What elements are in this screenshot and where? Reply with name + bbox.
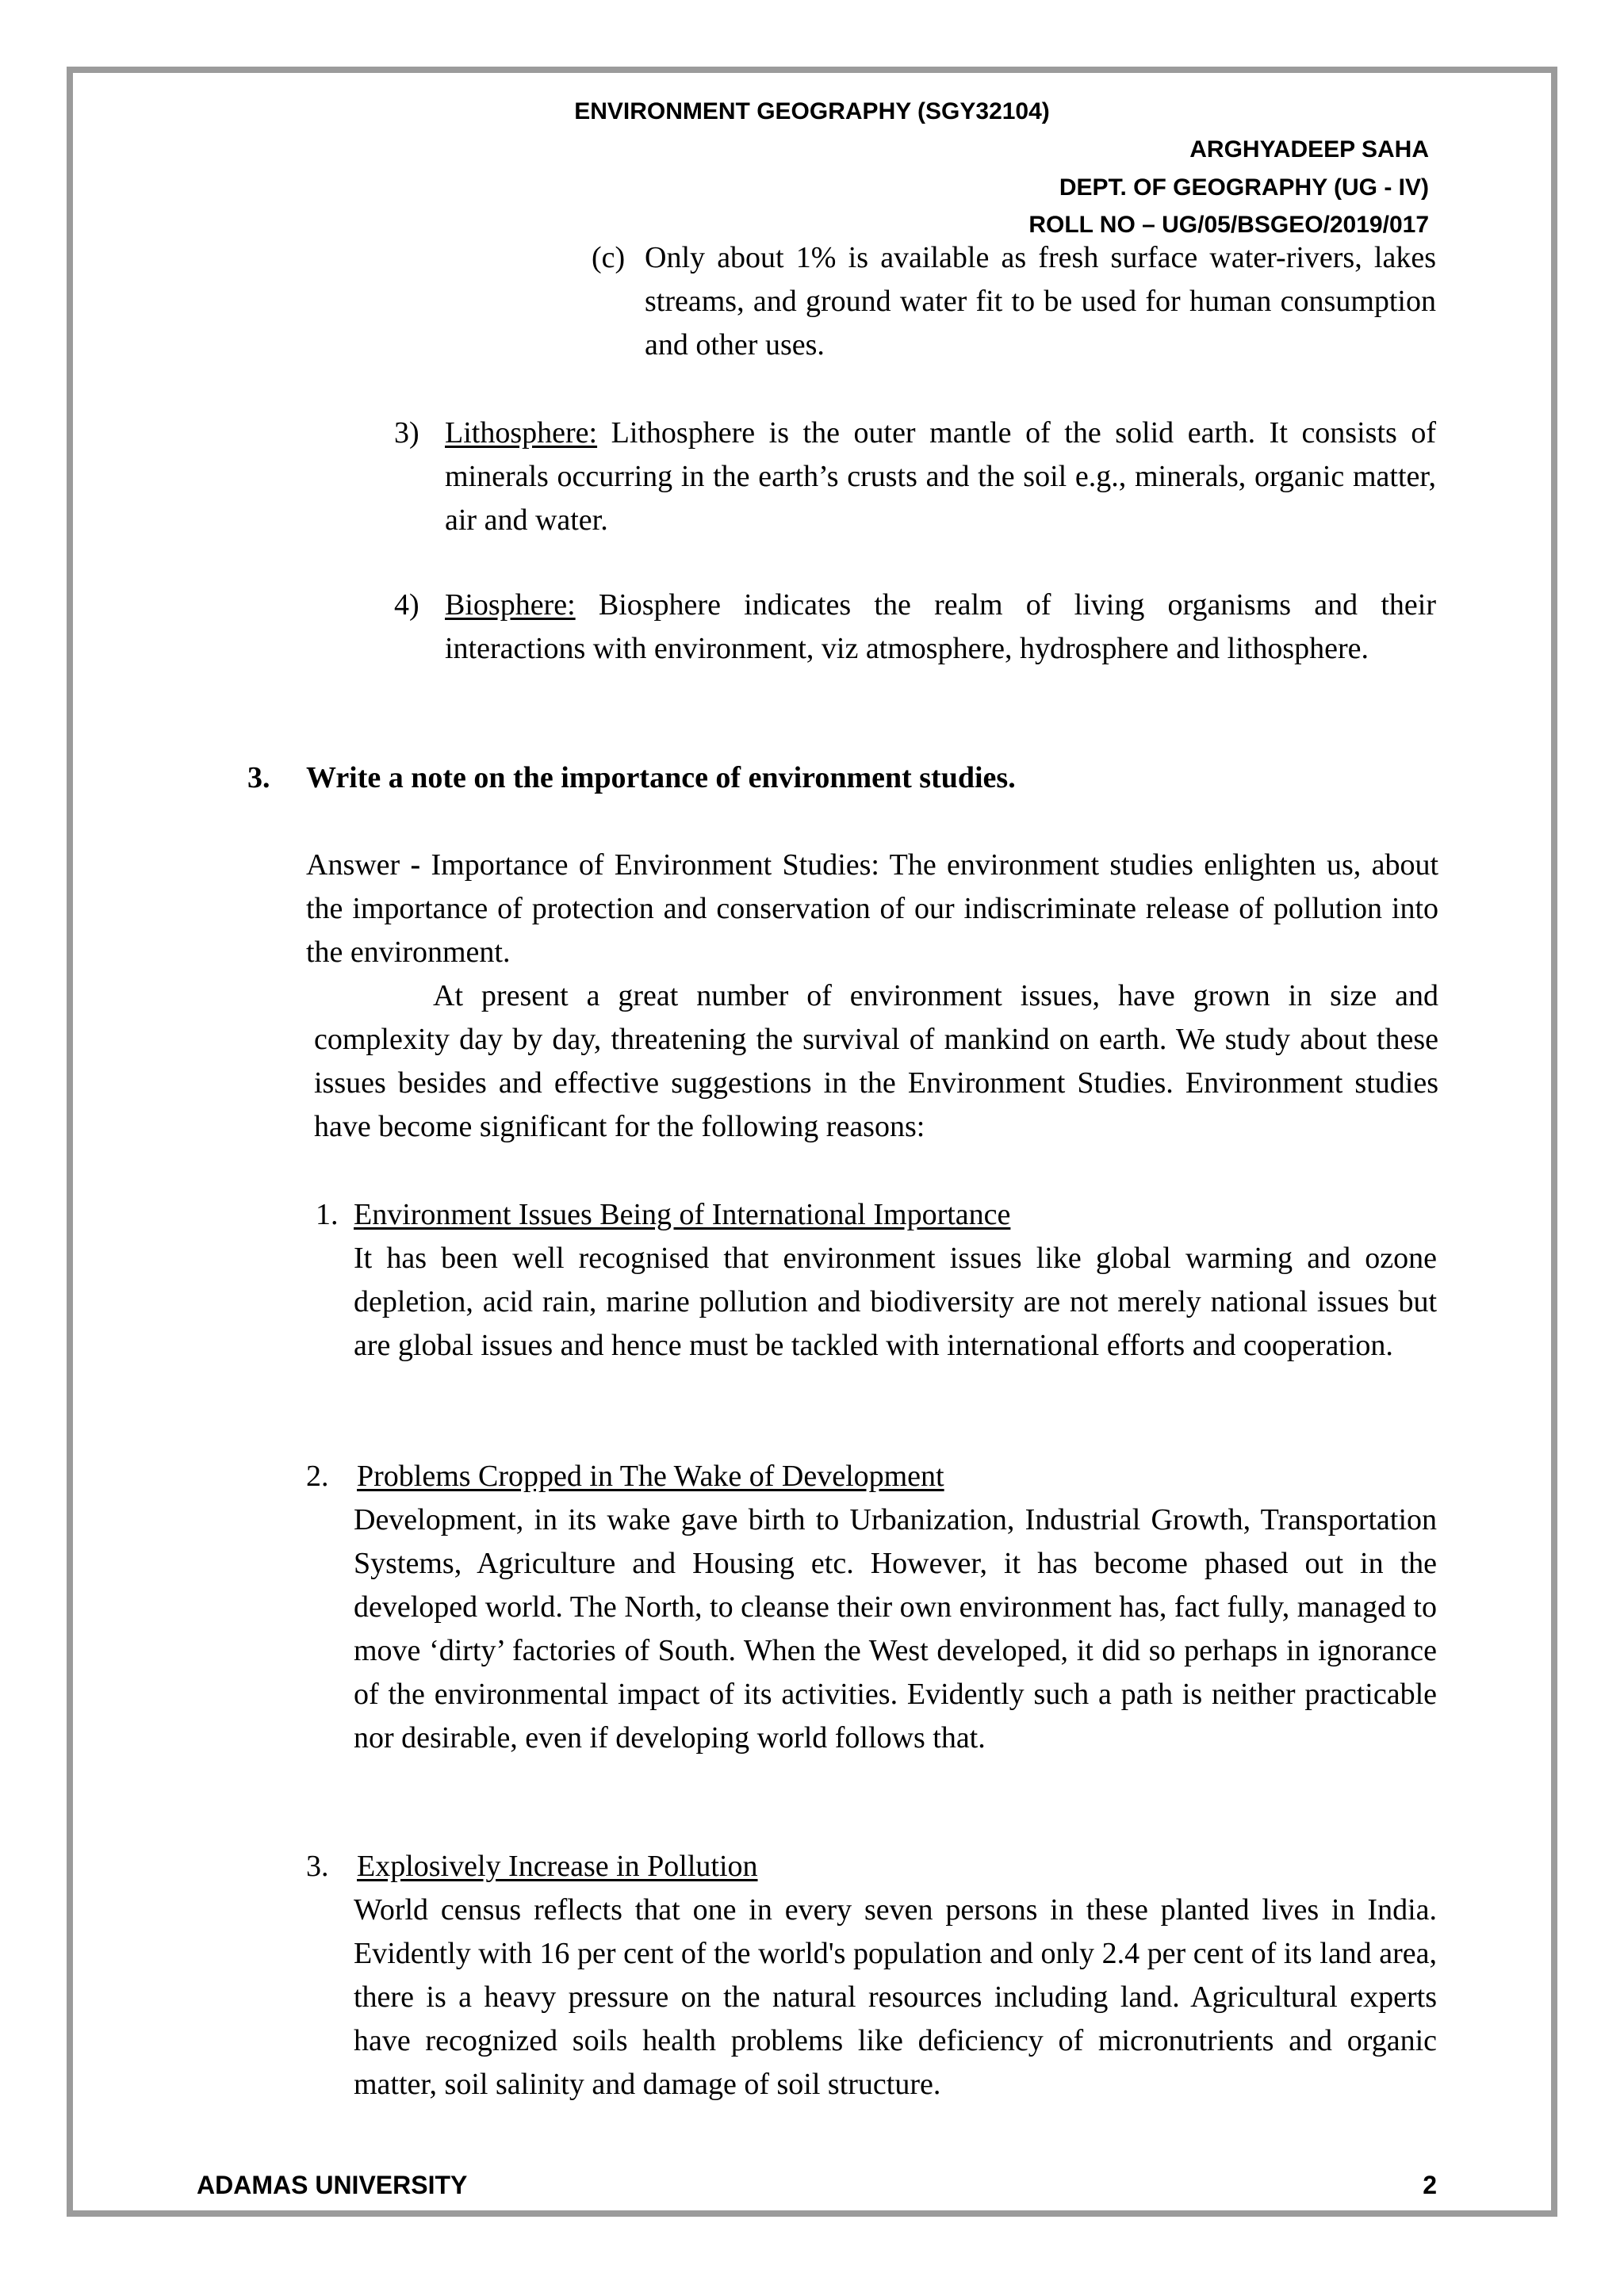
lithosphere-text: Lithosphere is the outer mantle of the solid earth. It consists of minerals occurring in the earth’s crusts and the soil e.g., minerals, organic matter, air and water. bbox=[445, 416, 1436, 537]
page-number: 2 bbox=[1423, 2171, 1437, 2199]
course-title: ENVIRONMENT GEOGRAPHY (SGY32104) bbox=[574, 98, 1050, 124]
item-c-marker: (c) bbox=[592, 241, 626, 274]
reason-2-marker: 2. bbox=[306, 1460, 329, 1493]
reason-2-title: Problems Cropped in The Wake of Development bbox=[357, 1460, 944, 1493]
reason-1-text: It has been well recognised that environment issues like global warming and ozone depletion, acid rain, marine pollution and biodiversity are not merely national issues but are global issues and hence must be tackled with international efforts and cooperation. bbox=[354, 1242, 1437, 1362]
question-number: 3. bbox=[247, 761, 270, 794]
reason-3-marker: 3. bbox=[306, 1850, 329, 1883]
lithosphere-marker: 3) bbox=[394, 416, 419, 450]
reason-1-title: Environment Issues Being of International Importance bbox=[354, 1198, 1011, 1231]
biosphere-item bbox=[445, 584, 1436, 671]
answer-intro-text: Importance of Environment Studies: The environment studies enlighten us, about the importance of protection and conservation of our indiscriminate release of pollution into the environment. bbox=[306, 848, 1439, 969]
biosphere-term: Biosphere: bbox=[445, 588, 576, 622]
reason-3-text: World census reflects that one in every seven persons in these planted lives in India. Evidently with 16 per cent of the world's population and only 2.4 per cent of its land area, there is a heavy pressure on the natural resources including land. Agricultural experts have recognized soils health problems like deficiency of micronutrients and organic matter, soil salinity and damage of soil structure. bbox=[354, 1893, 1437, 2101]
department: DEPT. OF GEOGRAPHY (UG - IV) bbox=[1059, 174, 1429, 201]
footer-university: ADAMAS UNIVERSITY bbox=[197, 2171, 468, 2199]
question-text: Write a note on the importance of environment studies. bbox=[306, 761, 1016, 794]
reason-2-text: Development, in its wake gave birth to Urbanization, Industrial Growth, Transportation Systems, Agriculture and Housing etc. However, it has become phased out in the developed world. The North, to cleanse their own environment has, fact fully, managed to move ‘dirty’ factories of South. When the West developed, it did so perhaps in ignorance of the environmental impact of its activities. Evidently such a path is neither practicable nor desirable, even if developing world follows that. bbox=[354, 1503, 1437, 1755]
author-name: ARGHYADEEP SAHA bbox=[1189, 136, 1429, 163]
item-c-text: Only about 1% is available as fresh surface water-rivers, lakes streams, and ground water fit to be used for human consumption and other uses. bbox=[645, 241, 1436, 362]
answer-paragraph: At present a great number of environment issues, have grown in size and complexity day by day, threatening the survival of mankind on earth. We study about these issues besides and effective suggestions in the Environment Studies. Environment studies have become significant for the following reasons: bbox=[314, 979, 1438, 1143]
answer-dash: - bbox=[400, 848, 431, 882]
lithosphere-item bbox=[445, 411, 1436, 542]
answer-label: Answer bbox=[306, 848, 400, 882]
biosphere-text: Biosphere indicates the realm of living organisms and their interactions with environment, viz atmosphere, hydrosphere and lithosphere. bbox=[445, 588, 1436, 665]
lithosphere-term: Lithosphere: bbox=[445, 416, 598, 450]
reason-3-title: Explosively Increase in Pollution bbox=[357, 1850, 758, 1883]
answer-intro bbox=[306, 844, 1438, 974]
biosphere-marker: 4) bbox=[394, 588, 419, 622]
roll-number: ROLL NO – UG/05/BSGEO/2019/017 bbox=[1028, 212, 1429, 238]
reason-1-marker: 1. bbox=[316, 1198, 339, 1231]
